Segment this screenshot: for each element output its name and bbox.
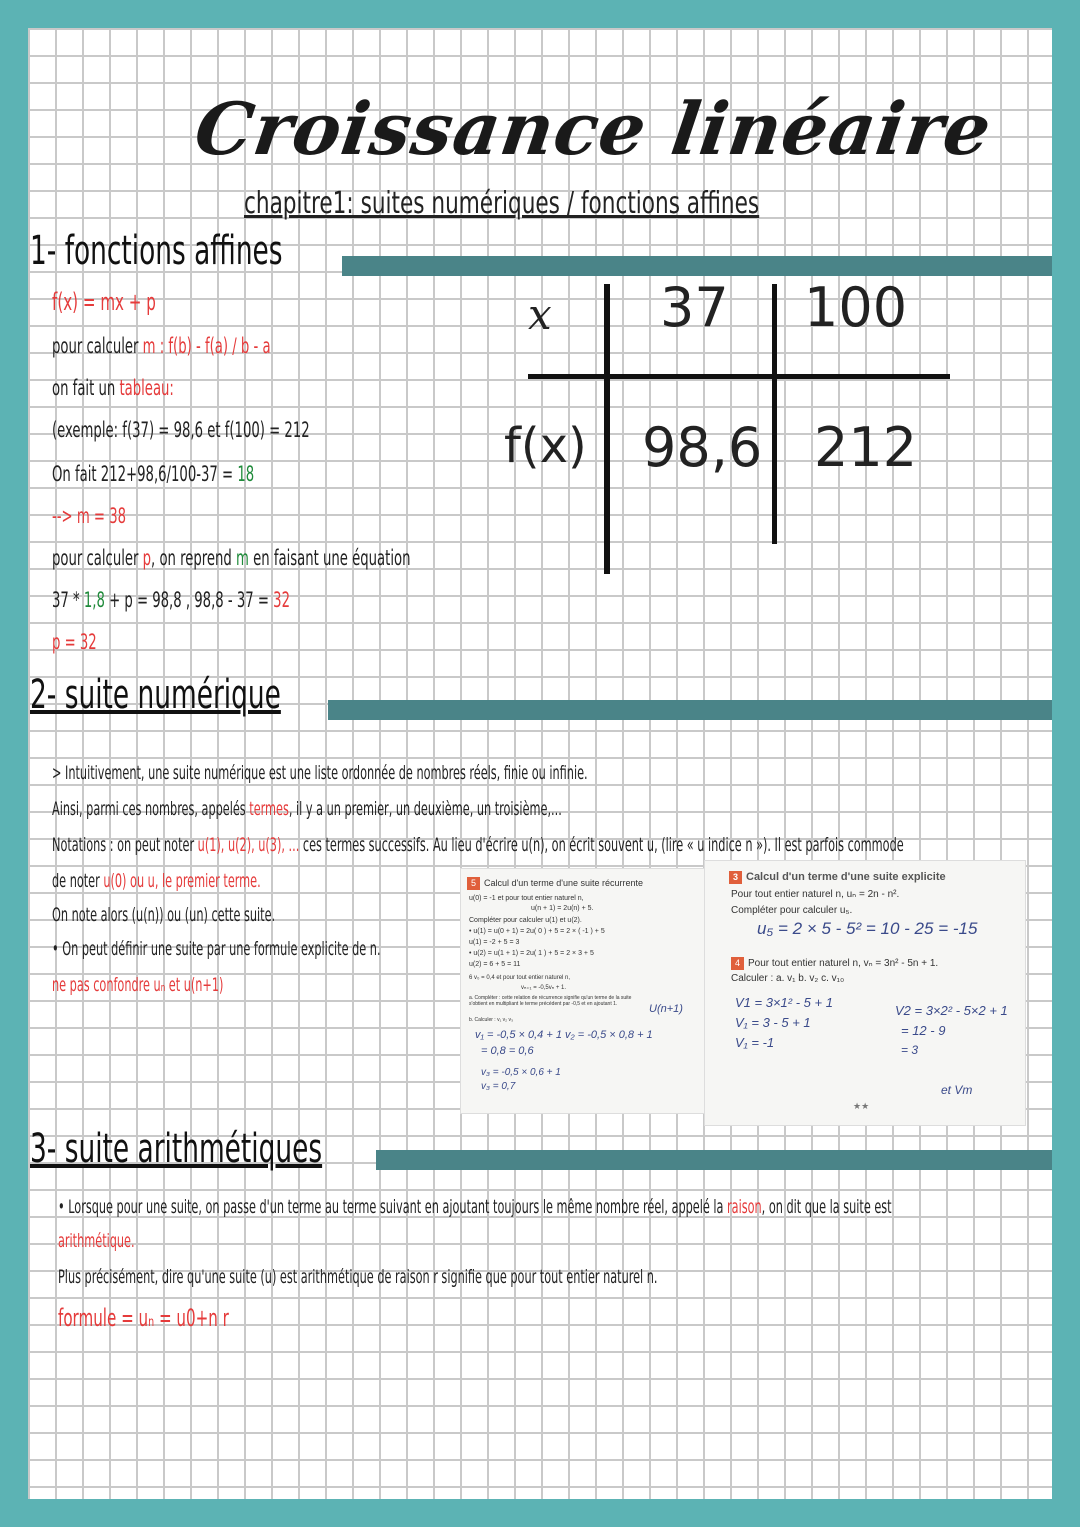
ex5-line: u(0) = -1 et pour tout entier naturel n, [469, 895, 584, 902]
ex5-line: u(2) = 6 + 5 = 11 [469, 961, 521, 968]
suite-para-5: On note alors (u(n)) ou (un) cette suite. [52, 904, 276, 926]
section1-heading: 1- fonctions affines [30, 228, 283, 274]
ex4-line: V₁ = -1 [735, 1035, 775, 1050]
ex5-line: a. Compléter : cette relation de récurrence signifie qu'un terme de la suite s'obtient en multipliant le terme précédent par -0,5 et en ajoutant 1. [469, 995, 632, 1007]
ex4-number-badge: 4 [731, 957, 744, 970]
table-fx-value-2: 212 [814, 416, 918, 479]
ex4-line: V₁ = 3 - 5 + 1 [735, 1015, 811, 1030]
calc-p-line: pour calculer p, on reprend m en faisant une équation [52, 546, 411, 570]
table-fx-value-1: 98,6 [642, 416, 763, 479]
onfait-line: On fait 212+98,6/100-37 = 18 [52, 462, 255, 486]
ex4-line: V2 = 3×2² - 5×2 + 1 [895, 1003, 1008, 1018]
exercise-scan-recurrente [460, 868, 710, 1114]
suite-para-4: de noter u(0) ou u, le premier terme. [52, 870, 261, 892]
calc-m-line: pour calculer m : f(b) - f(a) / b - a [52, 334, 271, 358]
table-horizontal-line [528, 374, 950, 379]
suite-para-6: • On peut définir une suite par une formule explicite de n. [52, 938, 381, 960]
table-x-label: x [528, 290, 552, 339]
arith-para-1: • Lorsque pour une suite, on passe d'un terme au terme suivant en ajoutant toujours le même nombre réel, appelé la raison, on dit que la suite est [58, 1196, 892, 1218]
ex5-line: v₁ = -0,5 × 0,4 + 1 v₂ = -0,5 × 0,8 + 1 [475, 1029, 653, 1041]
section3-divider-bar [376, 1150, 1052, 1170]
table-vertical-line-2 [772, 284, 777, 544]
affine-formula: f(x) = mx + p [52, 288, 156, 316]
ex5-line: vₙ₊₁ = -0,5vₙ + 1. [521, 985, 566, 991]
arith-formula: formule = uₙ = u0+n r [58, 1304, 229, 1332]
ex3-line: Compléter pour calculer u₅. [731, 905, 853, 916]
ex4-line: Calculer : a. v₁ b. v₂ c. v₁₀ [731, 973, 845, 984]
ex3-line: Pour tout entier naturel n, uₙ = 2n - n². [731, 889, 900, 900]
ex4-line: V1 = 3×1² - 5 + 1 [735, 995, 833, 1010]
section2-heading: 2- suite numérique [30, 672, 281, 718]
page-subtitle: chapitre1: suites numériques / fonctions affines [244, 186, 760, 221]
ex3-line: u₅ = 2 × 5 - 5² = 10 - 25 = -15 [757, 919, 978, 938]
table-x-value-2: 100 [804, 276, 908, 339]
ex5-line: Compléter pour calculer u(1) et u(2). [469, 917, 582, 924]
arith-para-2: arithmétique. [58, 1230, 135, 1252]
m-result-line: --> m = 38 [52, 504, 127, 528]
table-x-value-1: 37 [660, 276, 729, 339]
ex4-line: = 12 - 9 [901, 1023, 946, 1038]
example-line: (exemple: f(37) = 98,6 et f(100) = 212 [52, 418, 310, 442]
suite-para-3: Notations : on peut noter u(1), u(2), u(3), ... ces termes successifs. Au lieu d'écrire u(n), on écrit souvent u, (lire « u indice n »). Il est parfois commode [52, 834, 904, 856]
ex5-line: • u(2) = u(1 + 1) = 2u( 1 ) + 5 = 2 × 3 + 5 [469, 950, 594, 957]
ex5-line: v₃ = 0,7 [481, 1081, 516, 1092]
section3-heading: 3- suite arithmétiques [30, 1126, 323, 1172]
page-title: Croissance linéaire [190, 86, 997, 171]
ex5-title: 5 Calcul d'un terme d'une suite récurrente [467, 877, 643, 890]
ex4-line: et Vm [941, 1083, 973, 1097]
table-fx-label: f(x) [504, 418, 587, 474]
section2-divider-bar [328, 700, 1052, 720]
suite-para-1: > Intuitivement, une suite numérique est une liste ordonnée de nombres réels, finie ou infinie. [52, 762, 588, 784]
suite-warning: ne pas confondre uₙ et u(n+1) [52, 974, 224, 996]
suite-para-2: Ainsi, parmi ces nombres, appelés termes, il y a un premier, un deuxième, un troisième,... [52, 798, 562, 820]
ex4-line: 4 Pour tout entier naturel n, vₙ = 3n² - 5n + 1. [731, 957, 938, 970]
ex5-line: = 0,8 = 0,6 [481, 1045, 534, 1057]
ex5-number-badge: 5 [467, 877, 480, 890]
ex5-side-note: U(n+1) [649, 1003, 683, 1015]
section1-divider-bar [342, 256, 1052, 276]
arith-para-3: Plus précisément, dire qu'une suite (u) est arithmétique de raison r signifie que pour tout entier naturel n. [58, 1266, 658, 1288]
ex5-line: u(1) = -2 + 5 = 3 [469, 939, 520, 946]
ex3-number-badge: 3 [729, 871, 742, 884]
ex4-line: = 3 [901, 1043, 919, 1057]
ex5-line: b. Calculer : v₁ v₂ v₃ [469, 1017, 514, 1023]
note-page [28, 28, 1052, 1499]
tableau-line: on fait un tableau: [52, 376, 174, 400]
table-vertical-line-1 [604, 284, 610, 574]
difficulty-stars: ★★ [853, 1101, 870, 1111]
ex5-line: v₃ = -0,5 × 0,6 + 1 [481, 1067, 561, 1078]
exercise-scan-explicite [704, 860, 1026, 1126]
ex5-line: u(n + 1) = 2u(n) + 5. [531, 905, 594, 912]
ex3-title: 3 Calcul d'un terme d'une suite explicite [729, 871, 946, 884]
ex5-line: • u(1) = u(0 + 1) = 2u( 0 ) + 5 = 2 × ( -1 ) + 5 [469, 928, 605, 935]
ex5-line: 6 v₀ = 0,4 et pour tout entier naturel n, [469, 975, 571, 981]
equation-line: 37 * 1,8 + p = 98,8 , 98,8 - 37 = 32 [52, 588, 291, 612]
p-result-line: p = 32 [52, 630, 97, 654]
